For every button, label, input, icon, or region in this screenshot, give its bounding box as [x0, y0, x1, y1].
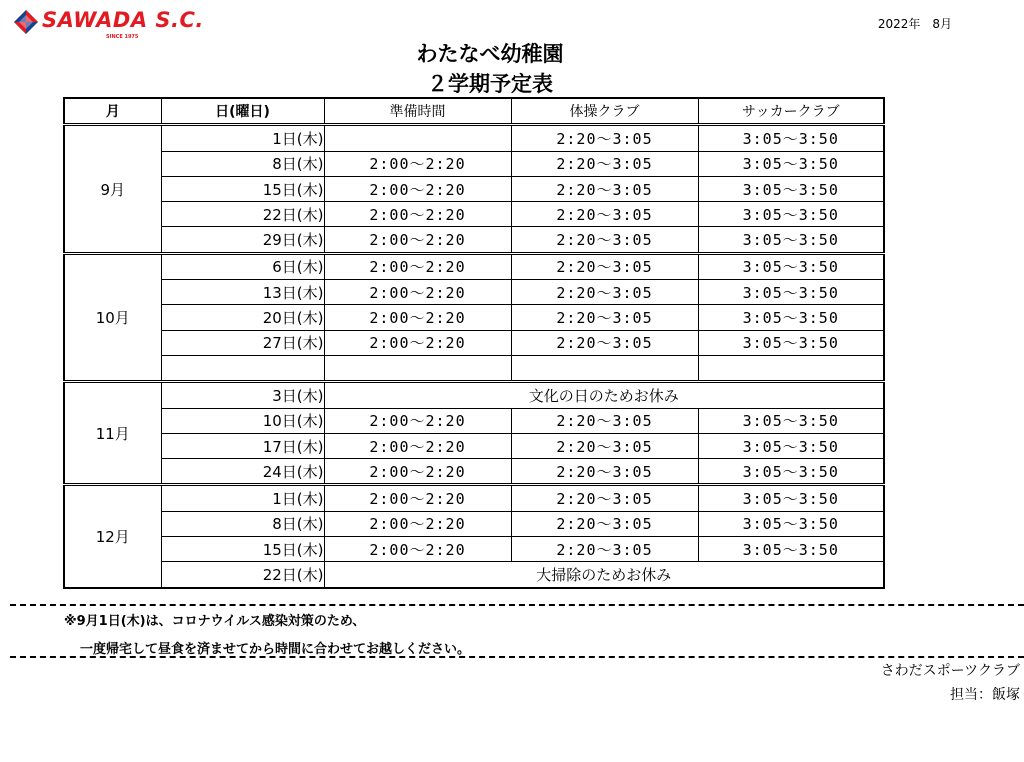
table-row	[64, 305, 884, 330]
column-header-month: 月	[64, 98, 161, 125]
table-row	[64, 151, 884, 176]
day-cell: 6日(木)	[161, 253, 324, 279]
prep-time-cell: 2:00〜2:20	[324, 485, 511, 511]
soccer-club-cell: 3:05〜3:50	[698, 511, 884, 536]
day-cell: 29日(木)	[161, 227, 324, 253]
soccer-club-cell	[698, 355, 884, 381]
day-cell: 15日(木)	[161, 537, 324, 562]
table-row	[64, 330, 884, 355]
soccer-club-cell: 3:05〜3:50	[698, 408, 884, 433]
soccer-club-cell: 3:05〜3:50	[698, 253, 884, 279]
gym-club-cell: 2:20〜3:05	[511, 305, 698, 330]
note-line-2: 一度帰宅して昼食を済ませてから時間に合わせてお越しください。	[80, 642, 471, 657]
gym-club-cell: 2:20〜3:05	[511, 485, 698, 511]
table-row	[64, 485, 884, 511]
prep-time-cell: 2:00〜2:20	[324, 511, 511, 536]
gym-club-cell: 2:20〜3:05	[511, 433, 698, 458]
soccer-club-cell: 3:05〜3:50	[698, 151, 884, 176]
schedule-table	[63, 97, 885, 589]
day-cell: 1日(木)	[161, 125, 324, 151]
table-row	[64, 382, 884, 408]
soccer-club-cell: 3:05〜3:50	[698, 227, 884, 253]
staff-name: 担当：飯塚	[950, 687, 1020, 703]
prep-time-cell	[324, 125, 511, 151]
day-cell: 15日(木)	[161, 176, 324, 201]
gym-club-cell: 2:20〜3:05	[511, 227, 698, 253]
day-cell: 27日(木)	[161, 330, 324, 355]
gym-club-cell: 2:20〜3:05	[511, 151, 698, 176]
prep-time-cell	[324, 355, 511, 381]
month-cell: 12月	[64, 485, 161, 588]
day-cell: 22日(木)	[161, 562, 324, 588]
dashed-divider-top	[10, 604, 1024, 606]
prep-time-cell: 2:00〜2:20	[324, 459, 511, 485]
day-cell: 24日(木)	[161, 459, 324, 485]
club-name: さわだスポーツクラブ	[880, 663, 1020, 679]
soccer-club-cell: 3:05〜3:50	[698, 537, 884, 562]
soccer-club-cell: 3:05〜3:50	[698, 330, 884, 355]
day-cell: 8日(木)	[161, 151, 324, 176]
gym-club-cell: 2:20〜3:05	[511, 511, 698, 536]
gym-club-cell: 2:20〜3:05	[511, 202, 698, 227]
soccer-club-cell: 3:05〜3:50	[698, 176, 884, 201]
prep-time-cell: 2:00〜2:20	[324, 305, 511, 330]
prep-time-cell: 2:00〜2:20	[324, 176, 511, 201]
gym-club-cell: 2:20〜3:05	[511, 330, 698, 355]
table-row	[64, 227, 884, 253]
holiday-note-cell: 大掃除のためお休み	[324, 562, 884, 588]
dashed-divider-bottom	[10, 656, 1024, 658]
table-row	[64, 202, 884, 227]
page-title: わたなべ幼稚園	[416, 42, 564, 66]
gym-club-cell: 2:20〜3:05	[511, 125, 698, 151]
month-cell: 11月	[64, 382, 161, 485]
soccer-club-cell: 3:05〜3:50	[698, 459, 884, 485]
page-subtitle: ２学期予定表	[427, 72, 553, 96]
gym-club-cell	[511, 355, 698, 381]
prep-time-cell: 2:00〜2:20	[324, 433, 511, 458]
document-date: 2022年 8月	[877, 17, 952, 31]
table-row	[64, 253, 884, 279]
gym-club-cell: 2:20〜3:05	[511, 176, 698, 201]
gym-club-cell: 2:20〜3:05	[511, 253, 698, 279]
month-cell: 9月	[64, 125, 161, 253]
table-row	[64, 511, 884, 536]
logo-diamond-icon	[14, 10, 38, 34]
gym-club-cell: 2:20〜3:05	[511, 459, 698, 485]
day-cell: 13日(木)	[161, 280, 324, 305]
prep-time-cell: 2:00〜2:20	[324, 330, 511, 355]
table-row	[64, 562, 884, 588]
column-header-day: 日(曜日)	[161, 98, 324, 125]
soccer-club-cell: 3:05〜3:50	[698, 305, 884, 330]
month-cell: 10月	[64, 253, 161, 381]
prep-time-cell: 2:00〜2:20	[324, 151, 511, 176]
prep-time-cell: 2:00〜2:20	[324, 227, 511, 253]
day-cell: 10日(木)	[161, 408, 324, 433]
note-line-1: ※9月1日(木)は、コロナウイルス感染対策のため、	[64, 614, 366, 629]
table-header-row	[64, 98, 884, 125]
holiday-note-cell: 文化の日のためお休み	[324, 382, 884, 408]
table-row	[64, 280, 884, 305]
logo-text: SAWADA S.C.	[42, 8, 204, 32]
day-cell: 1日(木)	[161, 485, 324, 511]
prep-time-cell: 2:00〜2:20	[324, 253, 511, 279]
table-row	[64, 459, 884, 485]
table-row	[64, 176, 884, 201]
soccer-club-cell: 3:05〜3:50	[698, 202, 884, 227]
day-cell: 22日(木)	[161, 202, 324, 227]
gym-club-cell: 2:20〜3:05	[511, 408, 698, 433]
column-header-prep: 準備時間	[324, 98, 511, 125]
day-cell: 8日(木)	[161, 511, 324, 536]
prep-time-cell: 2:00〜2:20	[324, 537, 511, 562]
table-row	[64, 537, 884, 562]
day-cell: 17日(木)	[161, 433, 324, 458]
gym-club-cell: 2:20〜3:05	[511, 537, 698, 562]
soccer-club-cell: 3:05〜3:50	[698, 125, 884, 151]
prep-time-cell: 2:00〜2:20	[324, 202, 511, 227]
prep-time-cell: 2:00〜2:20	[324, 408, 511, 433]
day-cell: 20日(木)	[161, 305, 324, 330]
column-header-soccer: サッカークラブ	[698, 98, 884, 125]
soccer-club-cell: 3:05〜3:50	[698, 280, 884, 305]
table-row	[64, 355, 884, 381]
gym-club-cell: 2:20〜3:05	[511, 280, 698, 305]
day-cell	[161, 355, 324, 381]
table-row	[64, 125, 884, 151]
prep-time-cell: 2:00〜2:20	[324, 280, 511, 305]
logo-since: SINCE 1975	[106, 34, 139, 40]
soccer-club-cell: 3:05〜3:50	[698, 433, 884, 458]
table-row	[64, 433, 884, 458]
day-cell: 3日(木)	[161, 382, 324, 408]
soccer-club-cell: 3:05〜3:50	[698, 485, 884, 511]
table-row	[64, 408, 884, 433]
column-header-gym: 体操クラブ	[511, 98, 698, 125]
